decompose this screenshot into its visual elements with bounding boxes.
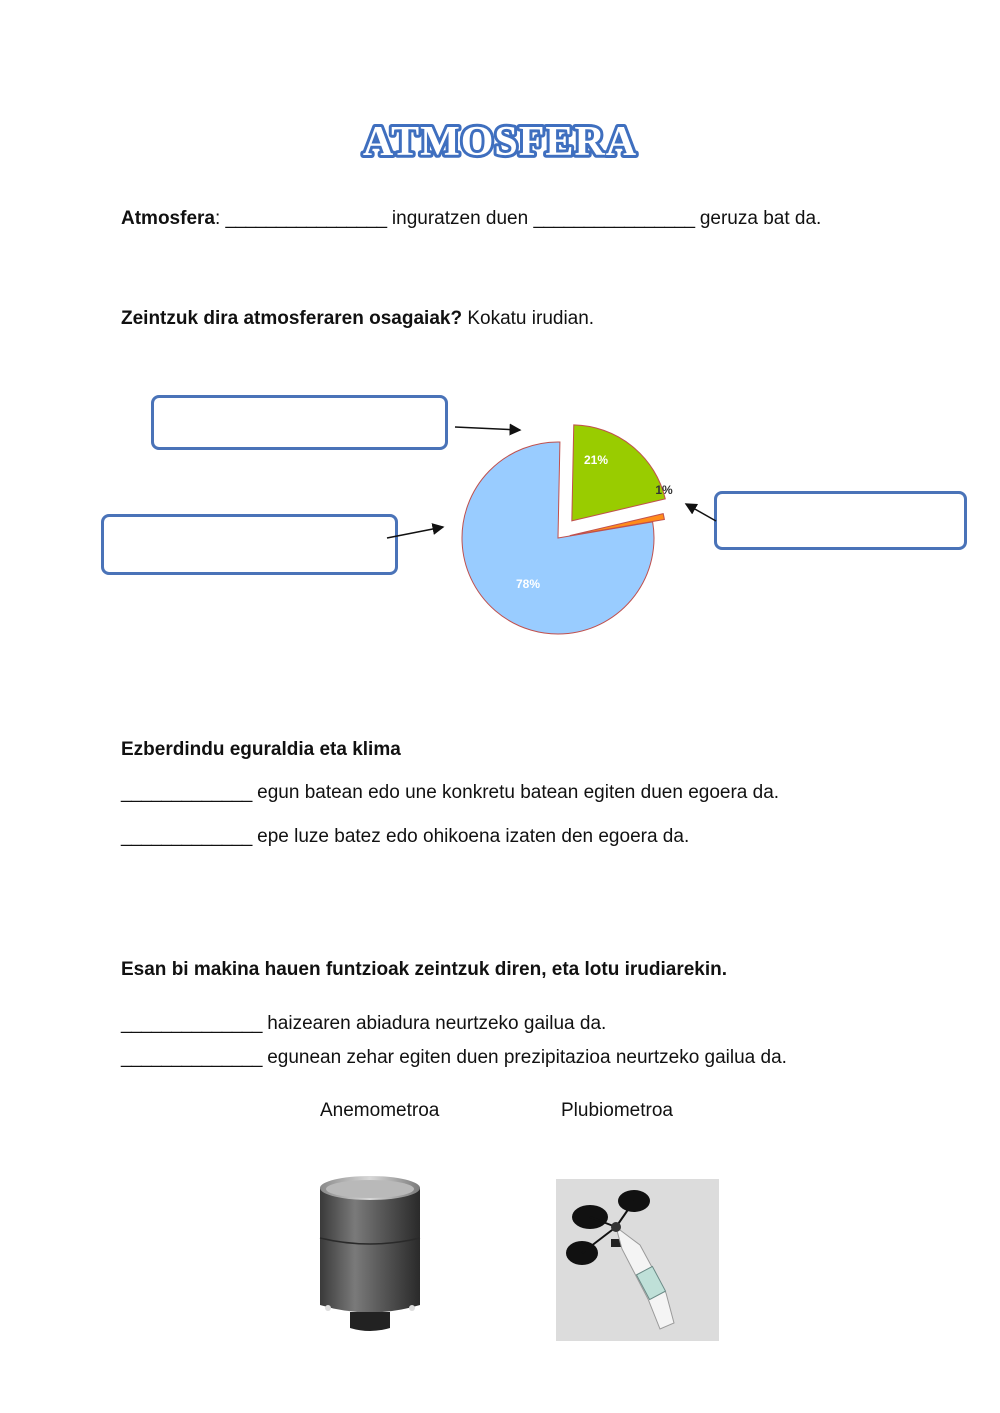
- machines-line-2: ______________ egunean zehar egiten duen prezipitazioa neurtzeko gailua da.: [121, 1047, 787, 1068]
- weather-blank-1[interactable]: _____________: [121, 782, 252, 803]
- components-question: Zeintzuk dira atmosferaren osagaiak? Kokatu irudian.: [121, 308, 595, 329]
- arrow-right: [686, 504, 716, 521]
- arrow-left: [387, 527, 443, 538]
- title-text: ATMOSFERA: [362, 119, 638, 165]
- label-plubiometroa: Plubiometroa: [561, 1100, 673, 1121]
- pie-slice-21pct: [572, 425, 665, 521]
- definition-blank-2[interactable]: ________________: [533, 208, 695, 229]
- machines-heading: Esan bi makina hauen funtzioak zeintzuk diren, eta lotu irudiarekin.: [121, 959, 728, 980]
- machines-blank-1[interactable]: ______________: [121, 1013, 262, 1034]
- machines-blank-2[interactable]: ______________: [121, 1047, 262, 1068]
- weather-blank-2[interactable]: _____________: [121, 826, 252, 847]
- pie-label-1pct: 1%: [655, 483, 673, 497]
- label-anemometroa: Anemometroa: [320, 1100, 440, 1121]
- definition-term: Atmosfera: [121, 208, 215, 229]
- definition-line: Atmosfera: ________________ inguratzen duen ________________ geruza bat da.: [121, 208, 822, 229]
- weather-line-1: _____________ egun batean edo une konkretu batean egiten duen egoera da.: [121, 782, 780, 803]
- definition-blank-1[interactable]: ________________: [225, 208, 387, 229]
- anemometer-image: [556, 1179, 719, 1341]
- pie-label-21pct: 21%: [583, 453, 609, 467]
- weather-heading: Ezberdindu eguraldia eta klima: [121, 739, 401, 760]
- rain-gauge-image: [310, 1170, 430, 1340]
- weather-line-2: _____________ epe luze batez edo ohikoena izaten den egoera da.: [121, 826, 690, 847]
- pie-chart: [440, 400, 680, 640]
- machines-line-1: ______________ haizearen abiadura neurtzeko gailua da.: [121, 1013, 607, 1034]
- pie-label-78pct: 78%: [515, 577, 541, 591]
